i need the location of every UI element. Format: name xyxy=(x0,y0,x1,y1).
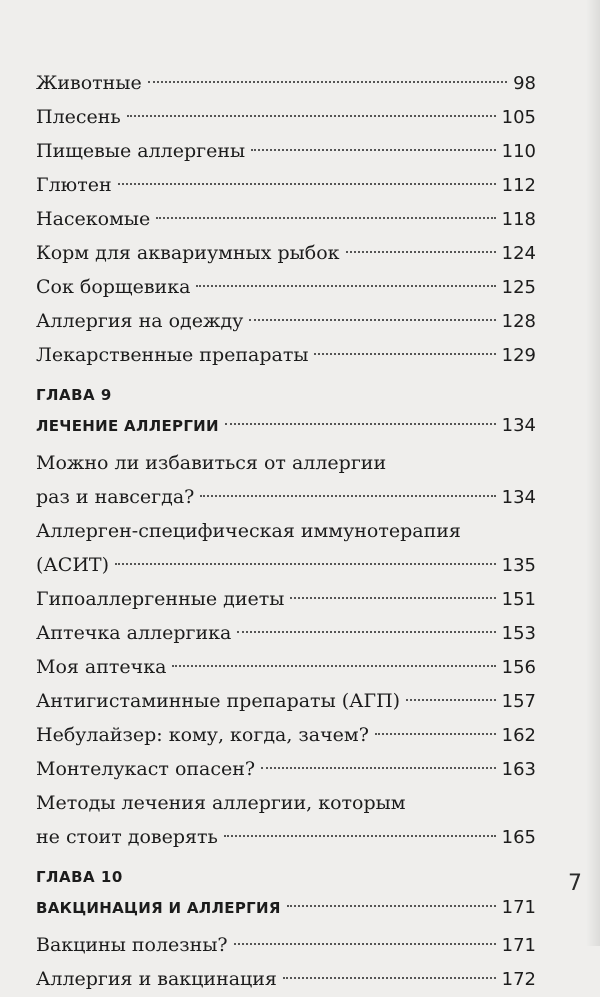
toc-entry[interactable] xyxy=(36,650,536,684)
toc-entry[interactable] xyxy=(36,684,536,718)
entry-title: Гипоаллергенные диеты xyxy=(36,588,285,610)
dot-leader xyxy=(115,563,496,565)
entry-page: 172 xyxy=(501,969,536,990)
entry-title-line2: (АСИТ) xyxy=(36,554,109,576)
entry-title-line2: раз и навсегда? xyxy=(36,486,195,508)
toc-entry[interactable] xyxy=(36,270,536,304)
entry-title: Аллергия на одежду xyxy=(36,310,244,332)
table-of-contents xyxy=(36,66,536,996)
toc-entry[interactable] xyxy=(36,446,536,514)
dot-leader xyxy=(156,217,495,219)
toc-entry[interactable] xyxy=(36,304,536,338)
dot-leader xyxy=(249,319,495,321)
entry-page: 171 xyxy=(501,897,536,918)
toc-entry[interactable] xyxy=(36,100,536,134)
toc-entry[interactable] xyxy=(36,616,536,650)
entry-title: Плесень xyxy=(36,106,121,128)
toc-entry[interactable] xyxy=(36,928,536,962)
entry-page: 118 xyxy=(501,209,536,230)
entry-page: 162 xyxy=(501,725,536,746)
dot-leader xyxy=(283,977,496,979)
page-edge-shadow xyxy=(586,0,600,946)
entry-title: Вакцины полезны? xyxy=(36,934,228,956)
entry-title-line2: не стоит доверять xyxy=(36,826,218,848)
dot-leader xyxy=(148,81,507,83)
dot-leader xyxy=(251,149,496,151)
entry-page: 129 xyxy=(501,345,536,366)
entry-title: Моя аптечка xyxy=(36,656,167,678)
entry-page: 156 xyxy=(501,657,536,678)
chapter-10-title-entry[interactable] xyxy=(36,892,536,924)
chapter-9-label: ГЛАВА 9 xyxy=(36,386,112,404)
entry-page: 135 xyxy=(501,555,536,576)
entry-page: 128 xyxy=(501,311,536,332)
dot-leader xyxy=(261,767,496,769)
entry-page: 153 xyxy=(501,623,536,644)
chapter-10-label: ГЛАВА 10 xyxy=(36,868,123,886)
toc-entry[interactable] xyxy=(36,752,536,786)
dot-leader xyxy=(237,631,495,633)
entry-page: 112 xyxy=(501,175,536,196)
toc-entry[interactable] xyxy=(36,202,536,236)
entry-title: Насекомые xyxy=(36,208,151,230)
entry-title-line1: Методы лечения аллергии, которым xyxy=(36,792,406,814)
dot-leader xyxy=(172,665,495,667)
entry-page: 157 xyxy=(501,691,536,712)
dot-leader xyxy=(290,597,495,599)
entry-page: 171 xyxy=(501,935,536,956)
toc-entry[interactable] xyxy=(36,66,536,100)
entry-title: Аптечка аллергика xyxy=(36,622,232,644)
entry-title-line1: Можно ли избавиться от аллергии xyxy=(36,452,387,474)
entry-title: Небулайзер: кому, когда, зачем? xyxy=(36,724,369,746)
entry-page: 125 xyxy=(501,277,536,298)
entry-page: 105 xyxy=(501,107,536,128)
toc-entry[interactable] xyxy=(36,718,536,752)
entry-title: Пищевые аллергены xyxy=(36,140,246,162)
toc-entry[interactable] xyxy=(36,962,536,996)
entry-page: 124 xyxy=(501,243,536,264)
entry-page: 134 xyxy=(501,415,536,436)
entry-page: 165 xyxy=(501,827,536,848)
entry-title: Лекарственные препараты xyxy=(36,344,309,366)
chapter-9-title-entry[interactable] xyxy=(36,410,536,442)
dot-leader xyxy=(196,285,495,287)
entry-title: Животные xyxy=(36,72,142,94)
toc-entry[interactable] xyxy=(36,168,536,202)
entry-title: Антигистаминные препараты (АГП) xyxy=(36,690,401,712)
entry-page: 151 xyxy=(501,589,536,610)
dot-leader xyxy=(346,251,496,253)
dot-leader xyxy=(375,733,496,735)
dot-leader xyxy=(127,115,496,117)
dot-leader xyxy=(287,905,496,907)
entry-title-line1: Аллерген-специфическая иммунотерапия xyxy=(36,520,461,542)
entry-title: Монтелукаст опасен? xyxy=(36,758,256,780)
toc-entry[interactable] xyxy=(36,582,536,616)
toc-entry[interactable] xyxy=(36,514,536,582)
dot-leader xyxy=(224,835,496,837)
dot-leader xyxy=(118,183,496,185)
entry-title: Глютен xyxy=(36,174,112,196)
dot-leader xyxy=(225,423,496,425)
dot-leader xyxy=(314,353,495,355)
toc-entry[interactable] xyxy=(36,338,536,372)
toc-entry[interactable] xyxy=(36,134,536,168)
chapter-title: ЛЕЧЕНИЕ АЛЛЕРГИИ xyxy=(36,417,219,435)
page-number: 7 xyxy=(568,871,582,896)
entry-page: 163 xyxy=(501,759,536,780)
dot-leader xyxy=(406,699,496,701)
chapter-title: ВАКЦИНАЦИЯ И АЛЛЕРГИЯ xyxy=(36,899,281,917)
entry-title: Сок борщевика xyxy=(36,276,191,298)
toc-entry[interactable] xyxy=(36,236,536,270)
dot-leader xyxy=(234,943,496,945)
entry-page: 98 xyxy=(513,73,536,94)
entry-title: Корм для аквариумных рыбок xyxy=(36,242,340,264)
toc-entry[interactable] xyxy=(36,786,536,854)
entry-title: Аллергия и вакцинация xyxy=(36,968,277,990)
entry-page: 110 xyxy=(501,141,536,162)
dot-leader xyxy=(200,495,495,497)
entry-page: 134 xyxy=(501,487,536,508)
